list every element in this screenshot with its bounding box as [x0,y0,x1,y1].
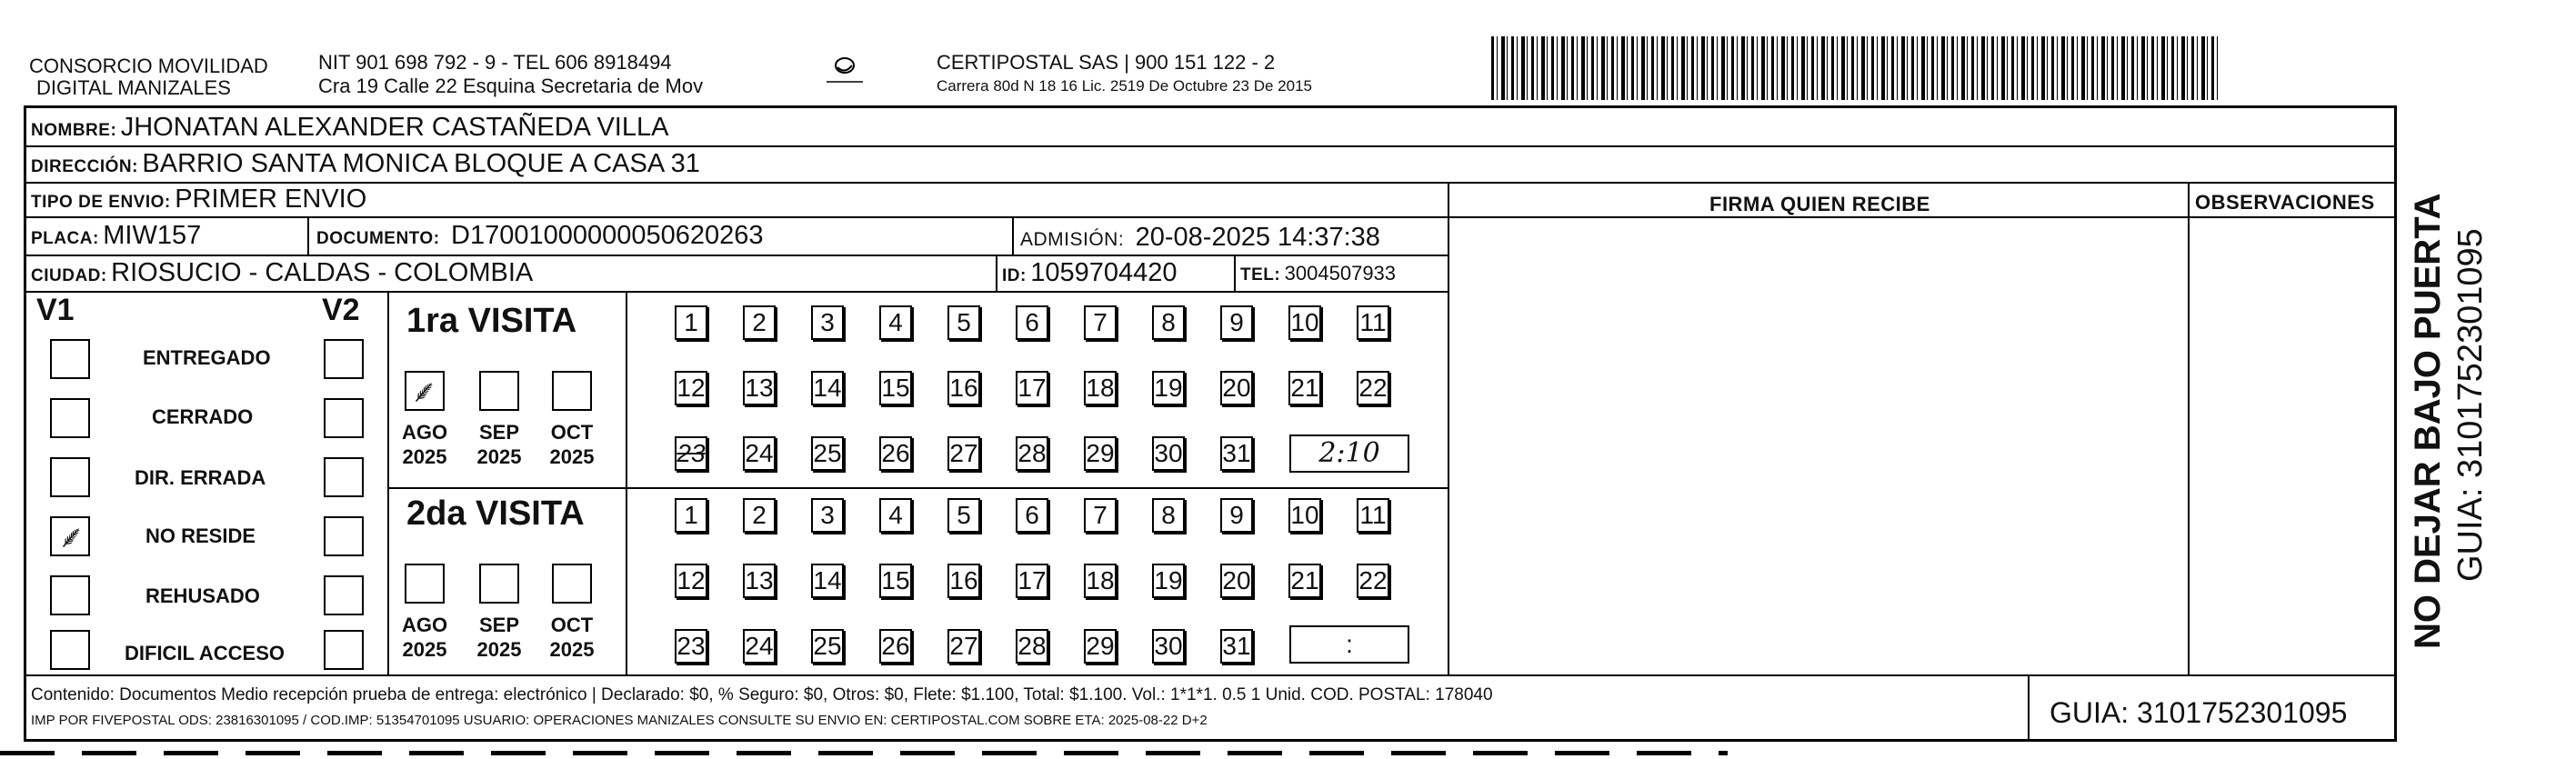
second-visit-day-26[interactable]: 26 [879,629,912,664]
tel-label: TEL: [1240,265,1281,285]
first-month-ago [397,420,452,469]
divider [1012,216,1014,255]
first-visit-ago-checkbox[interactable] [405,371,445,411]
second-visit-day-22[interactable]: 22 [1357,564,1389,598]
divider [24,674,2397,676]
first-month-sep [472,420,526,469]
second-visit-day-5[interactable]: 5 [947,498,980,533]
form-frame [24,105,2397,742]
ciudad-value: RIOSUCIO - CALDAS - COLOMBIA [111,258,534,287]
sender-name-1: CONSORCIO MOVILIDAD [29,55,268,77]
divider [626,291,627,674]
v2-no-reside-checkbox[interactable] [324,516,364,556]
first-visit-day-28[interactable]: 28 [1016,436,1048,471]
second-visit-day-25[interactable]: 25 [811,629,844,664]
month-label: OCT [550,421,594,444]
v1-entregado-checkbox[interactable] [50,339,90,379]
second-visit-day-10[interactable]: 10 [1288,498,1321,533]
second-visit-sep-checkbox[interactable] [479,564,519,604]
admision-value: 20-08-2025 14:37:38 [1135,223,1380,252]
tipo-row [31,185,366,215]
second-visit-oct-checkbox[interactable] [552,564,592,604]
first-visit-day-30[interactable]: 30 [1152,436,1185,471]
first-month-oct [545,420,599,469]
ciudad-cell [31,258,533,288]
second-visit-day-19[interactable]: 19 [1152,564,1185,598]
second-visit-day-15[interactable]: 15 [879,564,912,598]
month-label: AGO [401,421,448,444]
first-visit-day-8[interactable]: 8 [1152,305,1185,340]
divider [996,255,997,291]
option-dificil-acceso: DIFICIL ACCESO [125,642,286,664]
divider [387,291,389,674]
firma-label: FIRMA QUIEN RECIBE [1709,193,1930,215]
first-visit-day-11[interactable]: 11 [1357,305,1389,340]
documento-value: D17001000000050620263 [451,221,764,250]
tear-edge [0,751,1728,755]
v2-header: V2 [322,293,360,327]
divider [24,182,2397,184]
side-guia: GUIA: 3101752301095 [2451,228,2490,582]
v1-rehusado-checkbox[interactable] [50,575,90,615]
option-rehusado: REHUSADO [145,584,260,607]
divider [2188,182,2190,674]
second-visit-title: 2da VISITA [406,494,585,533]
id-cell [1002,258,1178,288]
divider [24,216,2397,218]
nit-tel: NIT 901 698 792 - 9 - TEL 606 8918494 [318,51,672,74]
sender-name-2: DIGITAL MANIZALES [36,76,231,99]
year-label: 2025 [402,638,447,661]
placa-cell [31,221,201,251]
v2-entregado-checkbox[interactable] [324,339,364,379]
direccion-row [31,149,700,179]
first-visit-day-17[interactable]: 17 [1016,371,1048,405]
nombre-row [31,113,668,143]
first-visit-day-1[interactable]: 1 [675,305,707,340]
second-visit-day-31[interactable]: 31 [1220,629,1253,664]
option-no-reside: NO RESIDE [145,524,256,547]
direccion-value: BARRIO SANTA MONICA BLOQUE A CASA 31 [142,149,700,178]
option-dir-errada: DIR. ERRADA [135,466,266,489]
ciudad-label: CIUDAD: [31,266,107,285]
first-visit-day-9[interactable]: 9 [1220,305,1253,340]
first-visit-day-2[interactable]: 2 [743,305,776,340]
first-visit-day-14[interactable]: 14 [811,371,844,405]
first-visit-day-10[interactable]: 10 [1288,305,1321,340]
first-visit-day-23[interactable]: 23 [675,436,707,471]
month-label: AGO [401,614,448,636]
contenido-text: Contenido: Documentos Medio recepción prueba de entrega: electrónico | Declarado: $0, % Seguro: $0, Otros: $0, Flete: $1.100, Total: $1.100. Vol.: 1*1*1. 0.5 1 Unid. COD. POSTAL: 178040 [31,685,1493,704]
first-visit-day-12[interactable]: 12 [675,371,707,405]
v1-dificil-acceso-checkbox[interactable] [50,630,90,670]
second-visit-day-29[interactable]: 29 [1084,629,1117,664]
v1-no-reside-checkbox[interactable] [50,516,90,556]
v2-dificil-acceso-checkbox[interactable] [324,630,364,670]
observaciones-label: OBSERVACIONES [2195,191,2375,214]
second-visit-day-9[interactable]: 9 [1220,498,1253,533]
divider [24,291,1448,293]
first-visit-time: 2:10 [1318,437,1380,469]
second-visit-day-4[interactable]: 4 [879,498,912,533]
carrier-address: Carrera 80d N 18 16 Lic. 2519 De Octubre 23 De 2015 [937,77,1312,95]
divider [387,487,626,489]
imp-text: IMP POR FIVEPOSTAL ODS: 23816301095 / COD.IMP: 51354701095 USUARIO: OPERACIONES MANIZALES CONSULTE SU ENVIO EN: CERTIPOSTAL.COM SOBRE ETA: 2025-08-22 D+2 [31,713,1208,728]
second-visit-day-13[interactable]: 13 [743,564,776,598]
first-visit-day-15[interactable]: 15 [879,371,912,405]
second-visit-day-14[interactable]: 14 [811,564,844,598]
second-visit-time: : [1346,630,1353,658]
second-visit-day-8[interactable]: 8 [1152,498,1185,533]
second-visit-day-6[interactable]: 6 [1016,498,1048,533]
first-visit-day-6[interactable]: 6 [1016,305,1048,340]
carrier-logo-icon [823,55,867,89]
documento-cell [316,221,764,251]
option-cerrado: CERRADO [152,405,254,428]
first-visit-day-5[interactable]: 5 [947,305,980,340]
carrier-name: CERTIPOSTAL SAS | 900 151 122 - 2 [937,51,1276,74]
second-visit-time-box[interactable] [1289,625,1409,664]
v2-rehusado-checkbox[interactable] [324,575,364,615]
year-label: 2025 [476,445,522,468]
direccion-label: DIRECCIÓN: [31,157,138,176]
barcode [1491,36,2219,100]
v1-dir-errada-checkbox[interactable] [50,457,90,497]
placa-label: PLACA: [31,229,99,248]
first-visit-day-4[interactable]: 4 [879,305,912,340]
documento-label: DOCUMENTO: [316,229,440,248]
second-visit-day-18[interactable]: 18 [1084,564,1117,598]
second-visit-day-16[interactable]: 16 [947,564,980,598]
year-label: 2025 [476,638,522,661]
sender-address: Cra 19 Calle 22 Esquina Secretaria de Mov [318,75,704,97]
second-visit-day-23[interactable]: 23 [675,629,707,664]
id-label: ID: [1002,266,1027,285]
id-value: 1059704420 [1030,258,1178,287]
divider [307,216,309,255]
first-visit-day-19[interactable]: 19 [1152,371,1185,405]
first-visit-day-7[interactable]: 7 [1084,305,1117,340]
second-visit-day-7[interactable]: 7 [1084,498,1117,533]
second-visit-day-3[interactable]: 3 [811,498,844,533]
first-visit-time-box[interactable] [1289,434,1409,473]
second-visit-day-24[interactable]: 24 [743,629,776,664]
divider [626,487,1448,489]
year-label: 2025 [549,445,595,468]
second-month-sep [472,613,526,662]
admision-cell [1020,223,1380,253]
first-visit-day-18[interactable]: 18 [1084,371,1117,405]
first-visit-day-16[interactable]: 16 [947,371,980,405]
second-visit-day-30[interactable]: 30 [1152,629,1185,664]
first-visit-day-31[interactable]: 31 [1220,436,1253,471]
month-label: SEP [478,421,520,444]
v2-cerrado-checkbox[interactable] [324,398,364,438]
first-visit-day-24[interactable]: 24 [743,436,776,471]
admision-label: ADMISIÓN: [1020,229,1125,250]
first-visit-day-3[interactable]: 3 [811,305,844,340]
check-mark-icon: ⸙ [57,519,81,555]
second-month-ago [397,613,452,662]
second-visit-day-11[interactable]: 11 [1357,498,1389,533]
first-visit-sep-checkbox[interactable] [479,371,519,411]
second-visit-day-27[interactable]: 27 [947,629,980,664]
first-visit-day-22[interactable]: 22 [1357,371,1389,405]
tipo-label: TIPO DE ENVIO: [31,193,171,212]
check-mark-icon: ⸙ [410,374,434,410]
second-month-oct [545,613,599,662]
v1-header: V1 [36,293,75,327]
second-visit-day-17[interactable]: 17 [1016,564,1048,598]
month-label: SEP [478,614,520,636]
divider [1234,255,1236,291]
first-visit-day-25[interactable]: 25 [811,436,844,471]
second-visit-day-1[interactable]: 1 [675,498,707,533]
first-visit-day-27[interactable]: 27 [947,436,980,471]
first-visit-day-26[interactable]: 26 [879,436,912,471]
footer-guia: GUIA: 3101752301095 [2050,696,2348,729]
first-visit-day-21[interactable]: 21 [1288,371,1321,405]
divider [2028,674,2030,742]
second-visit-day-20[interactable]: 20 [1220,564,1253,598]
first-visit-day-13[interactable]: 13 [743,371,776,405]
year-label: 2025 [402,445,447,468]
second-visit-ago-checkbox[interactable] [405,564,445,604]
first-visit-day-29[interactable]: 29 [1084,436,1117,471]
first-visit-title: 1ra VISITA [406,302,577,340]
divider [24,145,2397,147]
year-label: 2025 [549,638,595,661]
no-dejar-bajo-puerta: NO DEJAR BAJO PUERTA [2408,193,2448,649]
nombre-value: JHONATAN ALEXANDER CASTAÑEDA VILLA [120,113,669,142]
tel-cell [1240,262,1396,285]
placa-value: MIW157 [103,221,202,250]
second-visit-day-12[interactable]: 12 [675,564,707,598]
first-visit-oct-checkbox[interactable] [552,371,592,411]
second-visit-day-21[interactable]: 21 [1288,564,1321,598]
v1-cerrado-checkbox[interactable] [50,398,90,438]
option-entregado: ENTREGADO [143,346,271,369]
first-visit-day-20[interactable]: 20 [1220,371,1253,405]
v2-dir-errada-checkbox[interactable] [324,457,364,497]
tel-value: 3004507933 [1284,262,1397,285]
tipo-value: PRIMER ENVIO [175,185,367,214]
second-visit-day-28[interactable]: 28 [1016,629,1048,664]
divider [1448,182,1449,674]
month-label: OCT [550,614,594,636]
nombre-label: NOMBRE: [31,121,117,140]
second-visit-day-2[interactable]: 2 [743,498,776,533]
